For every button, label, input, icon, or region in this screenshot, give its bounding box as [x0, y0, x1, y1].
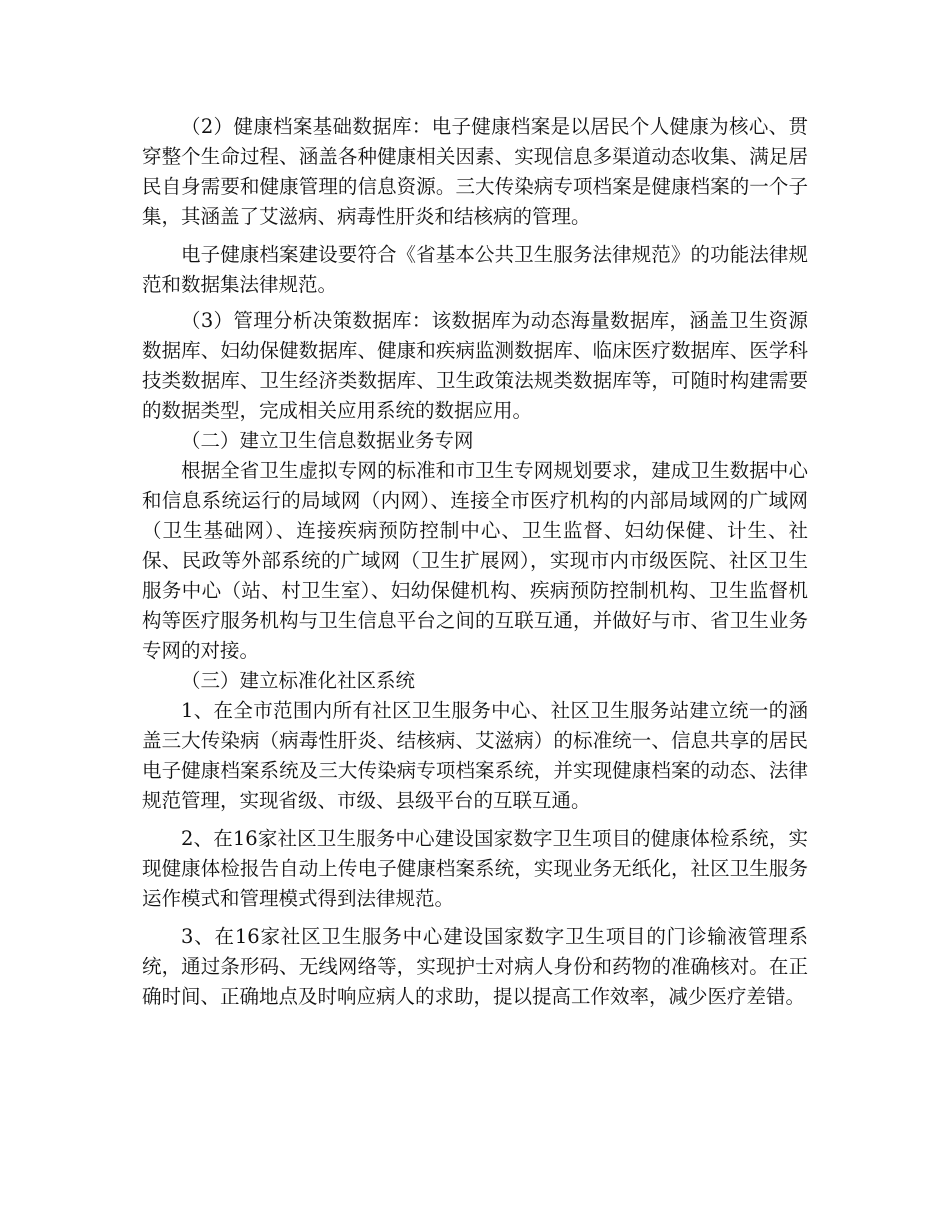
paragraph-decision-database: （3）管理分析决策数据库：该数据库为动态海量数据库，涵盖卫生资源数据库、妇幼保健数据库、健康和疾病监测数据库、临床医疗数据库、医学科技类数据库、卫生经济类数据库、卫生政策法规类数据库等，可随时构建需要的数据类型，完成相关应用系统的数据应用。 [142, 309, 808, 422]
paragraph-item-1: 1、在全市范围内所有社区卫生服务中心、社区卫生服务站建立统一的涵盖三大传染病（病毒性肝炎、结核病、艾滋病）的标准统一、信息共享的居民电子健康档案系统及三大传染病专项档案系统，并实现健康档案的动态、法律规范管理，实现省级、市级、县级平台的互联互通。 [142, 699, 808, 812]
paragraph-item-3: 3、在16家社区卫生服务中心建设国家数字卫生项目的门诊输液管理系统，通过条形码、无线网络等，实现护士对病人身份和药物的准确核对。在正确时间、正确地点及时响应病人的求助，提以提高工作效率，减少医疗差错。 [142, 925, 808, 1008]
paragraph-network: 根据全省卫生虚拟专网的标准和市卫生专网规划要求，建成卫生数据中心和信息系统运行的局域网（内网）、连接全市医疗机构的内部局域网的广域网（卫生基础网）、连接疾病预防控制中心、卫生监督、妇幼保健、计生、社保、民政等外部系统的广域网（卫生扩展网），实现市内市级医院、社区卫生服务中心（站、村卫生室）、妇幼保健机构、疾病预防控制机构、卫生监督机构等医疗服务机构与卫生信息平台之间的互联互通，并做好与市、省卫生业务专网的对接。 [142, 459, 808, 662]
document-body [142, 112, 808, 1012]
paragraph-record-standards: 电子健康档案建设要符合《省基本公共卫生服务法律规范》的功能法律规范和数据集法律规范。 [142, 243, 808, 296]
section-heading-community-system: （三）建立标准化社区系统 [181, 669, 416, 692]
paragraph-item-2: 2、在16家社区卫生服务中心建设国家数字卫生项目的健康体检系统，实现健康体检报告自动上传电子健康档案系统，实现业务无纸化，社区卫生服务运作模式和管理模式得到法律规范。 [142, 827, 808, 910]
section-heading-network: （二）建立卫生信息数据业务专网 [181, 429, 474, 452]
paragraph-health-record-database: （2）健康档案基础数据库：电子健康档案是以居民个人健康为核心、贯穿整个生命过程、涵盖各种健康相关因素、实现信息多渠道动态收集、满足居民自身需要和健康管理的信息资源。三大传染病专项档案是健康档案的一个子集，其涵盖了艾滋病、病毒性肝炎和结核病的管理。 [142, 115, 808, 228]
